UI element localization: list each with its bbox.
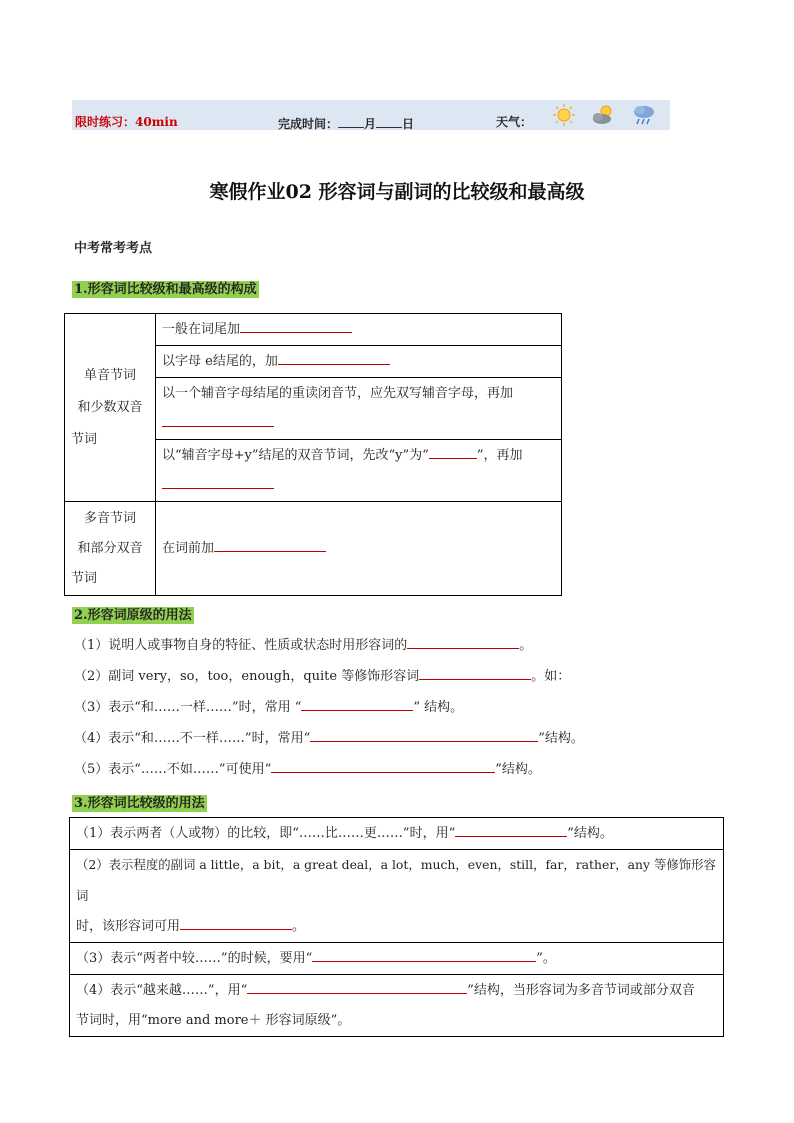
answer-blank[interactable] <box>407 636 519 649</box>
comparative-row-3: （3）表示“两者中较……”的时候，要用“ ”。 <box>70 943 724 975</box>
usage-item-2: （2）副词 very，so，too，enough，quite 等修饰形容词 。如： <box>74 669 571 684</box>
day-blank[interactable] <box>376 115 402 128</box>
usage-item-1: （1）说明人或事物自身的特征、性质或状态时用形容词的 。 <box>74 638 533 653</box>
rule-row-3: 以一个辅音字母结尾的重读闭音节，应先双写辅音字母，再加 <box>156 378 562 440</box>
answer-blank[interactable] <box>162 414 274 427</box>
weather-label: 天气： <box>496 115 533 129</box>
formation-table <box>64 313 562 596</box>
answer-blank[interactable] <box>180 917 292 930</box>
answer-blank[interactable] <box>310 729 538 742</box>
month-label: 月 <box>364 117 377 131</box>
answer-blank[interactable] <box>214 539 326 552</box>
comparative-row-1: （1）表示两者（人或物）的比较，即“……比……更……”时，用“ ”结构。 <box>70 818 724 850</box>
answer-blank[interactable] <box>162 476 274 489</box>
section1-heading: 1.形容词比较级和最高级的构成 <box>74 282 257 297</box>
answer-blank[interactable] <box>240 320 352 333</box>
subheading: 中考常考考点 <box>74 241 153 256</box>
polysyllabic-label: 多音节词 和部分双音 节词 <box>65 502 156 596</box>
monosyllabic-label: 单音节词 和少数双音 节词 <box>65 314 156 502</box>
comparative-row-2: （2）表示程度的副词 a little，a bit，a great deal，a lot，much，even，still，far，rather，any 等修饰形容词 时，该形容词可用 。 <box>70 850 724 943</box>
rain-cloud-icon[interactable] <box>631 103 657 127</box>
time-limit-label: 限时练习：40min <box>75 115 178 129</box>
month-blank[interactable] <box>338 115 364 128</box>
rule-row-1: 一般在词尾加 <box>156 314 562 346</box>
section3-heading: 3.形容词比较级的用法 <box>74 796 205 811</box>
usage-item-4: （4）表示“和……不一样……”时，常用“ ”结构。 <box>74 731 584 746</box>
day-label: 日 <box>402 117 415 131</box>
answer-blank[interactable] <box>301 698 413 711</box>
answer-blank[interactable] <box>312 949 536 962</box>
finish-time-field <box>278 115 414 131</box>
rule-row-4: 以“辅音字母+y”结尾的双音节词，先改“y”为“ ”，再加 <box>156 440 562 502</box>
sun-icon[interactable] <box>551 103 577 127</box>
answer-blank[interactable] <box>247 981 467 994</box>
partly-cloudy-icon[interactable] <box>591 103 617 127</box>
answer-blank[interactable] <box>455 824 567 837</box>
finish-time-label: 完成时间： <box>278 117 339 131</box>
comparative-row-4: （4）表示“越来越……”，用“ ”结构，当形容词为多音节词或部分双音 节词时，用“more and more＋ 形容词原级”。 <box>70 975 724 1037</box>
rule-row-5: 在词前加 <box>156 502 562 596</box>
answer-blank[interactable] <box>271 760 495 773</box>
section2-heading: 2.形容词原级的用法 <box>74 608 192 623</box>
usage-item-3: （3）表示“和……一样……”时，常用 “ ” 结构。 <box>74 700 464 715</box>
answer-blank[interactable] <box>278 352 390 365</box>
answer-blank[interactable] <box>419 667 531 680</box>
rule-row-2: 以字母 e结尾的，加 <box>156 346 562 378</box>
page-title: 寒假作业02 形容词与副词的比较级和最高级 <box>209 181 585 203</box>
comparative-table <box>69 817 724 1037</box>
usage-item-5: （5）表示“……不如……”可使用“ ”结构。 <box>74 762 541 777</box>
answer-blank[interactable] <box>429 446 477 459</box>
